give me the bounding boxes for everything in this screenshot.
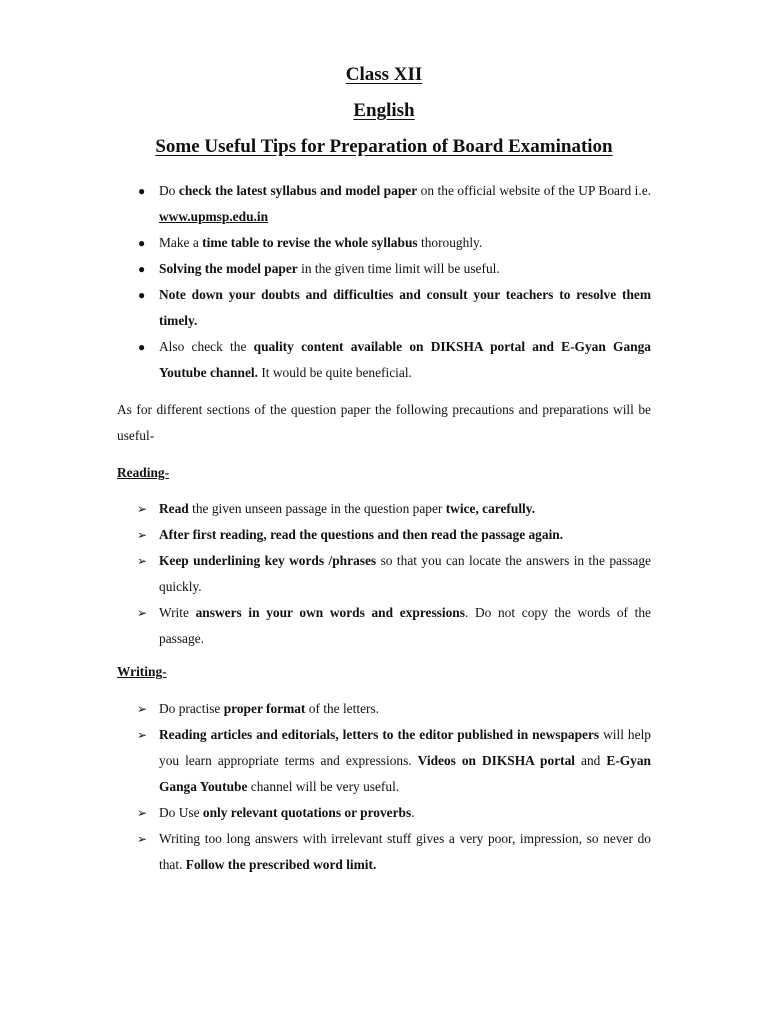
- item-text: Do practise: [159, 701, 224, 716]
- writing-item: [117, 696, 651, 722]
- arrow-bullet-icon: ➢: [137, 702, 148, 716]
- arrow-bullet-icon: ➢: [137, 606, 148, 620]
- tip-item: [117, 282, 651, 334]
- item-text: in the given time limit will be useful.: [297, 261, 500, 276]
- item-text: channel will be very useful.: [247, 779, 400, 794]
- item-text: thoroughly.: [417, 235, 483, 250]
- item-text: Make a: [159, 235, 203, 250]
- item-text: on the official website of the UP Board i.e.: [417, 183, 651, 198]
- arrow-bullet-icon: ➢: [137, 502, 148, 516]
- item-text: of the letters.: [305, 701, 380, 716]
- item-text: time table to revise the whole syllabus: [202, 235, 418, 250]
- item-text: Read: [159, 501, 189, 516]
- item-text: Videos on DIKSHA portal: [417, 753, 576, 768]
- reading-item: [117, 496, 651, 522]
- item-text: It would be quite beneficial.: [257, 365, 412, 380]
- subject-title: English: [353, 100, 415, 121]
- item-text: quality content available on DIKSHA portal and E-Gyan Ganga Youtube channel.: [159, 339, 652, 380]
- item-text: .: [411, 805, 415, 820]
- item-text: and: [575, 753, 607, 768]
- tips-list: [117, 178, 651, 386]
- writing-heading: Writing-: [117, 664, 167, 679]
- item-text: check the latest syllabus and model paper: [178, 183, 418, 198]
- item-text: Follow the prescribed word limit.: [185, 857, 377, 872]
- item-text: Solving the model paper: [159, 261, 298, 276]
- writing-section: [117, 659, 651, 685]
- bullet-dot-icon: ●: [138, 288, 146, 302]
- title-block: [0, 60, 768, 168]
- tip-item: [117, 256, 651, 282]
- reading-section: [117, 460, 651, 486]
- item-text: After first reading, read the questions and then read the passage again.: [159, 527, 564, 542]
- arrow-bullet-icon: ➢: [137, 832, 148, 846]
- item-text: Reading articles and editorials, letters to the editor published in newspapers: [159, 727, 600, 742]
- bullet-dot-icon: ●: [138, 236, 146, 250]
- bullet-dot-icon: ●: [138, 184, 146, 198]
- reading-heading: Reading-: [117, 465, 170, 480]
- writing-item: [117, 800, 651, 826]
- item-text: answers in your own words and expressions: [195, 605, 465, 620]
- item-text: Also check the: [159, 339, 254, 354]
- item-text: Do: [159, 183, 179, 198]
- item-text: Writing too long answers with irrelevant stuff gives a very poor, impression, so never do that.: [159, 831, 651, 872]
- intro-paragraph: As for different sections of the question paper the following precautions and preparations will be useful-: [117, 402, 651, 443]
- item-text: so that you can locate the answers in the passage quickly.: [159, 553, 651, 594]
- item-text: . Do not copy the words of the passage.: [159, 605, 652, 646]
- tips-section: [117, 178, 651, 386]
- item-text: E-Gyan Ganga Youtube: [159, 753, 651, 794]
- bullet-dot-icon: ●: [138, 262, 146, 276]
- item-text: Do Use: [159, 805, 203, 820]
- bullet-dot-icon: ●: [138, 340, 146, 354]
- item-text[interactable]: www.upmsp.edu.in: [159, 209, 269, 224]
- arrow-bullet-icon: ➢: [137, 728, 148, 742]
- tip-item: [117, 178, 651, 230]
- reading-item: [117, 548, 651, 600]
- tip-item: [117, 230, 651, 256]
- arrow-bullet-icon: ➢: [137, 528, 148, 542]
- item-text: twice, carefully.: [445, 501, 536, 516]
- reading-list: [117, 496, 651, 652]
- reading-item: [117, 522, 651, 548]
- item-text: Write: [159, 605, 196, 620]
- writing-list: [117, 696, 651, 878]
- item-text: only relevant quotations or proverbs: [202, 805, 412, 820]
- tip-item: [117, 334, 651, 386]
- reading-list-wrap: [117, 496, 651, 652]
- arrow-bullet-icon: ➢: [137, 806, 148, 820]
- writing-list-wrap: [117, 696, 651, 878]
- arrow-bullet-icon: ➢: [137, 554, 148, 568]
- writing-item: [117, 722, 651, 800]
- reading-item: [117, 600, 651, 652]
- writing-item: [117, 826, 651, 878]
- item-text: Note down your doubts and difficulties and consult your teachers to resolve them timely.: [159, 287, 651, 328]
- class-title: Class XII: [345, 64, 423, 85]
- main-title: Some Useful Tips for Preparation of Board Examination: [155, 136, 613, 157]
- item-text: Keep underlining key words /phrases: [159, 553, 377, 568]
- item-text: the given unseen passage in the question paper: [188, 501, 446, 516]
- item-text: proper format: [223, 701, 306, 716]
- item-text: will help you learn appropriate terms and expressions.: [159, 727, 651, 768]
